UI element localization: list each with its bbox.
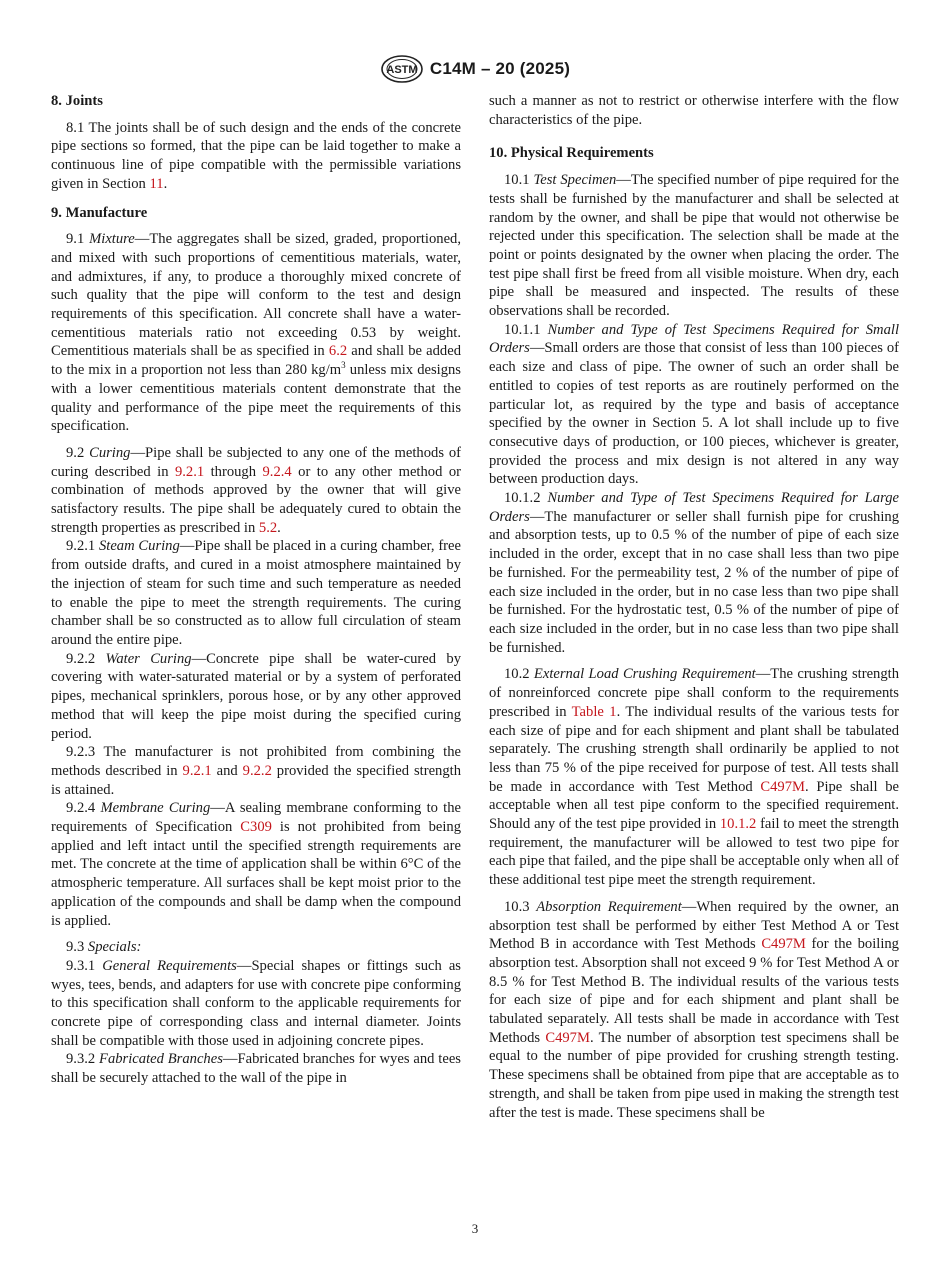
paragraph-9-2-1: 9.2.1 Steam Curing—Pipe shall be placed in a curing chamber, free from outside drafts, and cured in a moist atmosphere maintained by the injection of steam for such time and such temperature as needed to enable the pipe to meet the strength requirements. The curing chamber shall be so constructed as to allow full circulation of steam around the entire pipe. [51,538,461,648]
section-6-2-link[interactable]: 6.2 [328,343,348,360]
section-9-heading: 9. Manufacture [51,204,148,221]
section-5-2-link[interactable]: 5.2 [258,519,278,536]
section-9-2-1-link[interactable]: 9.2.1 [182,762,212,779]
c497m-link[interactable]: C497M [761,936,806,953]
left-column [51,92,461,1088]
page-number: 3 [471,1221,479,1236]
paragraph-10-1: 10.1 Test Specimen—The specified number of pipe required for the tests shall be furnished by the manufacturer and shall be selected at random by the owner, and shall be pipe that would not otherwise be rejected under this specification. The selection shall be made at the point or points designated by the owner when placing the order. The test pipe shall first be freed from all visible moisture. When dry, each pipe shall be measured and inspected. The results of these observations shall be recorded. [489,172,900,320]
paragraph-10-1-1: 10.1.1 Number and Type of Test Specimens Required for Small Orders—Small orders are those that consist of less than 100 pieces of each size and class of pipe. The owner of such an order shall be entitled to copies of test reports as are routinely performed on the particular lot, as required by the type and basis of acceptance specified by the owner in Section 5. A lot shall include up to five consecutive days of production, or 100 pieces, whichever is greater, provided the process and mix design is not altered in any way between production days. [489,321,900,488]
section-11-link[interactable]: 11 [149,175,164,192]
section-8-heading: 8. Joints [51,93,103,109]
section-10-heading: 10. Physical Requirements [489,145,654,162]
c497m-link[interactable]: C497M [545,1029,590,1046]
paragraph-9-2: 9.2 Curing—Pipe shall be subjected to any one of the methods of curing described in 9.2.1 through 9.2.4 or to any other method or combination of methods approved by the owner that will give satisfactory results. The pipe shall be adequately cured to obtain the strength properties as prescribed in 5.2. [51,444,462,536]
paragraph-9-1: 9.1 Mixture—The aggregates shall be sized, graded, proportioned, and mixed with such proportions of cementitious materials, water, and admixtures, if any, to produce a thoroughly mixed concrete of such quality that the pipe will conform to the test and design requirements of this specification. All concrete shall have a water-cementitious materials ratio not exceeding 0.53 by weight. Cementitious materials shall be as specified in 6.2 and shall be added to the mix in a proportion not less than 280 $kg/m^3$ unless mix designs with a lower cementitious materials content demonstrate that the quality and performance of the pipe meet the requirements of this specification. [51,231,461,435]
paragraph-10-2: 10.2 External Load Crushing Requirement—The crushing strength of nonreinforced concrete pipe shall conform to the requirements prescribed in Table 1. The individual results of the various tests for each size of pipe and for each shipment and plant shall be tabulated separately. The crushing strength shall ordinarily be applied to not less than 75 % of the pipe received for purpose of test. All tests shall be made in accordance with Test Method C497M. Pipe shall be acceptable when all test pipe conform to the specified requirement. Should any of the test pipe provided in 10.1.2 fail to meet the strength requirement, the manufacturer will be allowed to test two pipe for each pipe that failed, and the pipe shall be acceptable only when all of these additional test pipe meet the strength requirement. [489,666,900,889]
svg-text:ASTM: ASTM [386,64,418,76]
paragraph-9-2-2: 9.2.2 Water Curing—Concrete pipe shall be water-cured by covering with water-saturated material or by a system of perforated pipes, mechanical sprinklers, porous hose, or by any other approved method that will keep the pipe moist during the specified curing period. [51,650,461,742]
right-column [489,92,899,1122]
paragraph-9-3-2-continued: such a manner as not to restrict or otherwise interfere with the flow characteristics of the pipe. [489,93,899,128]
paragraph-10-1-2: 10.1.2 Number and Type of Test Specimens Required for Large Orders—The manufacturer or seller shall furnish pipe for crushing and absorption tests, up to 0.5 % of the number of pipe of each size included in the order, except that in no case shall less than two pipe be furnished. For the permeability test, 2 % of the number of pipe of each size included in the order, but in no case less than two pipe shall be furnished. For the hydrostatic test, 0.5 % of the number of pipe of each size included in the order, but in no case less than two pipe shall be furnished. [489,490,899,656]
page-header [0,52,950,86]
paragraph-8-1: 8.1 The joints shall be of such design and the ends of the concrete pipe sections so formed, that the pipe can be laid together to make a continuous line of pipe compatible with the permissible variations given in Section 11. [51,119,461,192]
paragraph-9-2-4: 9.2.4 Membrane Curing—A sealing membrane conforming to the requirements of Specification C309 is not prohibited from being applied and left intact until the specified strength requirements are met. The concrete at the time of application shall be within 6°C of the atmospheric temperature. All surfaces shall be kept moist prior to the application of the compounds and shall be damp when the compound is applied. [51,800,462,929]
c309-link[interactable]: C309 [240,819,272,836]
section-9-2-1-link[interactable]: 9.2.1 [174,463,205,480]
paragraph-10-3: 10.3 Absorption Requirement—When required by the owner, an absorption test shall be performed by either Test Method A or Test Method B in accordance with Test Methods C497M for the boiling absorption test. Absorption shall not exceed 9 % for Test Method A or 8.5 % for Test Method B. The individual results of the various tests for each size of pipe and for each shipment and plant shall be tabulated separately. All tests shall be made in accordance with Test Methods C497M. The number of absorption test specimens shall be equal to the number of pipe provided for crushing strength testing. These specimens shall be obtained from pipe that are acceptable as to strength, and shall be taken from pipe used in making the strength test after the test is made. These specimens shall be [489,898,899,1121]
section-9-2-2-link[interactable]: 9.2.2 [242,762,272,779]
section-10-1-2-link[interactable]: 10.1.2 [719,816,757,833]
document-designation: C14M – 20 (2025) [429,59,571,78]
paragraph-9-2-3: 9.2.3 The manufacturer is not prohibited from combining the methods described in 9.2.1 and 9.2.2 provided the specified strength is attained. [51,744,461,798]
paragraph-9-3: 9.3 Specials: [66,939,142,956]
table-1-link[interactable]: Table 1 [571,703,617,720]
paragraph-9-3-2: 9.3.2 Fabricated Branches—Fabricated branches for wyes and tees shall be securely attached to the wall of the pipe in [51,1051,461,1087]
astm-logo-icon [380,54,424,84]
paragraph-9-3-1: 9.3.1 General Requirements—Special shapes or fittings such as wyes, tees, bends, and adapters for use with concrete pipe conforming to this specification shall conform to the applicable requirements for concrete pipe of corresponding class and internal diameter. Joints shall be compatible with those used in adjoining concrete pipes. [51,957,461,1049]
section-9-2-4-link[interactable]: 9.2.4 [262,463,292,480]
c497m-link[interactable]: C497M [760,778,805,795]
